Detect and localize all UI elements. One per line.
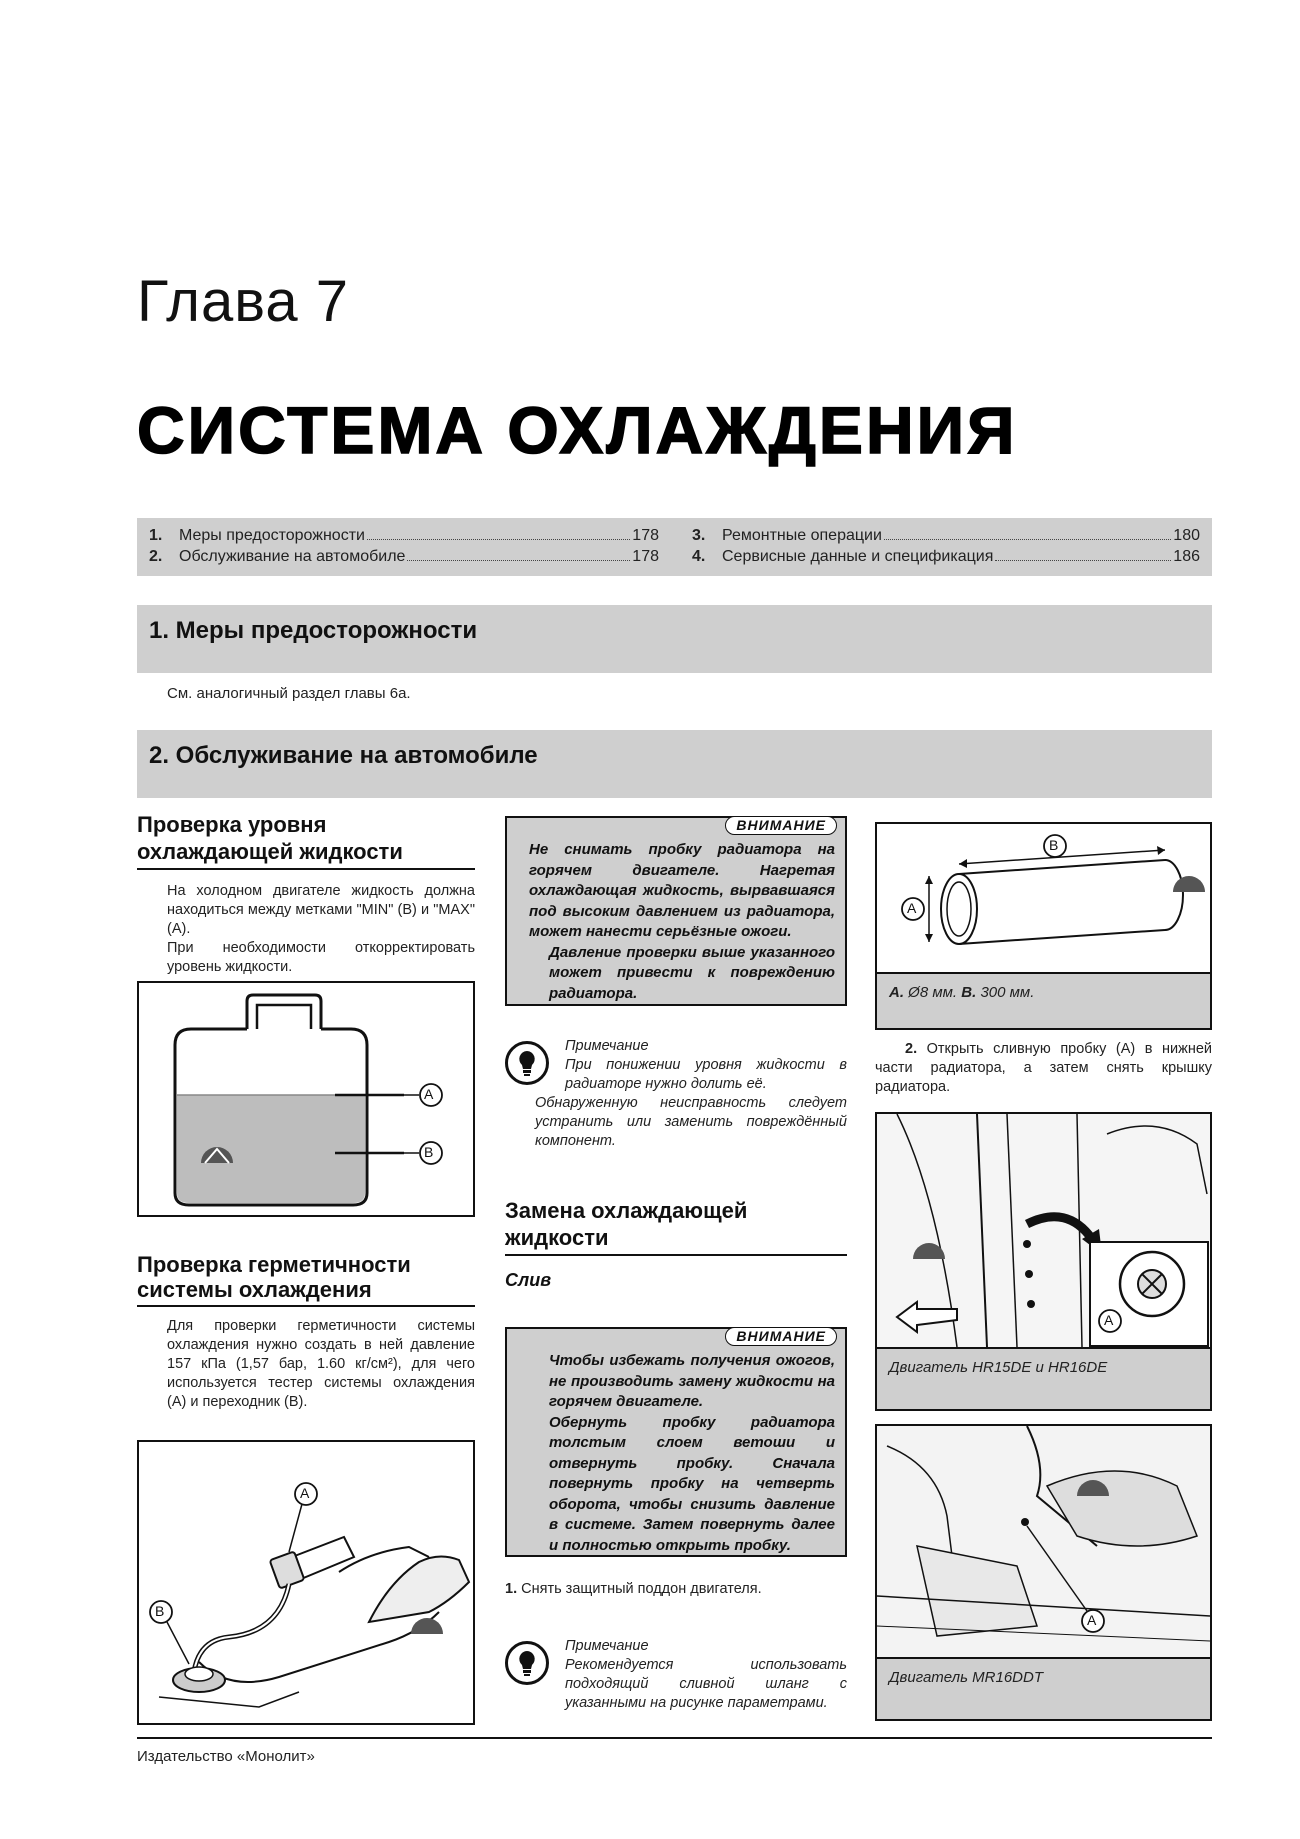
toc-num: 4. [692, 548, 706, 565]
toc-num: 2. [149, 548, 163, 565]
toc-page: 178 [632, 527, 659, 544]
fig-label-b: B [1049, 837, 1059, 853]
chapter-label: Глава 7 [137, 269, 350, 334]
table-of-contents [137, 518, 1212, 576]
note-text: При понижении уровня жидкости в радиаторе нужно долить её. [565, 1057, 847, 1092]
fig-label-a: A [1104, 1312, 1114, 1328]
caption-drain-hose [875, 972, 1212, 1030]
toc-label: Обслуживание на автомобиле [179, 548, 406, 565]
bulb-icon [505, 1641, 549, 1685]
figure-coolant-tank [137, 981, 475, 1217]
fig-label-b: B [155, 1603, 165, 1619]
caption-key: B. [961, 984, 977, 1001]
publisher-footer: Издательство «Монолит» [137, 1748, 315, 1765]
bulb-icon [505, 1041, 549, 1085]
figure-drain-hose [875, 822, 1212, 972]
fig-label-a: A [1087, 1612, 1097, 1628]
column-1 [137, 811, 475, 977]
column-2-heading [505, 1197, 847, 1291]
warning-text: Давление проверки выше указанного может привести к повреждению радиатора. [549, 943, 835, 1002]
warning-badge: ВНИМАНИЕ [725, 1327, 837, 1346]
toc-leader [884, 539, 1171, 540]
toc-leader [995, 560, 1171, 561]
radiator-illustration [877, 1114, 1210, 1347]
note-text [505, 1656, 847, 1713]
heading-coolant-level: Проверка уровня охлаждающей жидкости [137, 811, 475, 870]
step-1 [505, 1580, 847, 1599]
figure-pressure-tester [137, 1440, 475, 1725]
section-2-title: 2. Обслуживание на автомобиле [149, 742, 538, 769]
tank-illustration [139, 983, 473, 1215]
warning-box-1 [505, 816, 847, 1006]
step-text: Снять защитный поддон двигателя. [521, 1581, 762, 1597]
warning-badge: ВНИМАНИЕ [725, 816, 837, 835]
caption-engine-mr: Двигатель MR16DDT [875, 1659, 1212, 1721]
fig-label-a: A [424, 1086, 434, 1102]
note-2 [505, 1637, 847, 1713]
step-number: 1. [505, 1581, 518, 1597]
toc-label: Ремонтные операции [722, 527, 882, 544]
heading-pressure-test: Проверка герметичности системы охлаждения [137, 1252, 475, 1307]
figure-engine-mr [875, 1424, 1212, 1659]
toc-item-1[interactable] [149, 527, 659, 545]
note-text-body: Рекомендуется использовать подходящий сливной шланг с указанными на рисунке параметрами. [565, 1657, 847, 1711]
toc-num: 3. [692, 527, 706, 544]
toc-page: 180 [1173, 527, 1200, 544]
figure-radiator-drain [875, 1112, 1212, 1349]
toc-page: 178 [632, 548, 659, 565]
caption-key: A. [889, 984, 904, 1001]
step-2 [875, 1040, 1212, 1097]
paragraph [137, 882, 475, 977]
warning-box-2 [505, 1327, 847, 1557]
toc-leader [407, 560, 630, 561]
engine-illustration [877, 1426, 1210, 1657]
footer-divider [137, 1737, 1212, 1739]
section-1-body: См. аналогичный раздел главы 6а. [167, 685, 411, 702]
column-1-lower [137, 1252, 475, 1412]
caption-engine-hr: Двигатель HR15DE и HR16DE [875, 1349, 1212, 1411]
heading-coolant-replace: Замена охлаждающей жидкости [505, 1197, 847, 1256]
section-1-title: 1. Меры предосторожности [149, 617, 478, 644]
chapter-title: СИСТЕМА ОХЛАЖДЕНИЯ [137, 393, 1018, 467]
fig-label-a: A [907, 900, 917, 916]
section-1-header [137, 605, 1212, 673]
toc-leader [367, 539, 630, 540]
toc-item-4[interactable] [692, 548, 1200, 566]
paragraph [137, 1317, 475, 1412]
step-number: 2. [905, 1041, 918, 1057]
caption-value: 300 мм. [980, 984, 1035, 1001]
note-title: Примечание [565, 1638, 649, 1654]
paragraph-text: На холодном двигателе жидкость должна находиться между метками "MIN" (B) и "MAX" (A). [167, 883, 475, 937]
note-text: Обнаруженную неисправность следует устранить или заменить повреждённый компонент. [535, 1095, 847, 1149]
note-1 [505, 1037, 847, 1151]
section-2-header [137, 730, 1212, 798]
fig-label-a: A [300, 1485, 310, 1501]
step-text: Открыть сливную пробку (A) в нижней части радиатора, а затем снять крышку радиатора. [875, 1041, 1212, 1095]
paragraph-text: Для проверки герметичности системы охлаждения нужно создать в ней давление 157 кПа (1,57 бар, 1.60 кг/см²), для чего используется тестер системы охлаждения (A) и переходник (B). [167, 1318, 475, 1410]
fig-label-b: B [424, 1144, 434, 1160]
hose-illustration [877, 824, 1210, 972]
toc-item-2[interactable] [149, 548, 659, 566]
toc-label: Меры предосторожности [179, 527, 365, 544]
warning-text: Обернуть пробку радиатора толстым слоем ветоши и отвернуть пробку. Сначала повернуть пробку на четверть оборота, чтобы снизить давление в системе. Затем повернуть далее и полностью открыть пробку. [549, 1413, 835, 1554]
warning-text: Не снимать пробку радиатора на горячем двигателе. Нагретая охлаждающая жидкость, вырвавшаяся под высоким давлением из радиатора, может нанести серьёзные ожоги. [529, 841, 835, 940]
toc-label: Сервисные данные и спецификация [722, 548, 994, 565]
warning-text: Чтобы избежать получения ожогов, не производить замену жидкости на горячем двигателе. [549, 1352, 835, 1410]
toc-page: 186 [1173, 548, 1200, 565]
toc-item-3[interactable] [692, 527, 1200, 545]
toc-num: 1. [149, 527, 163, 544]
caption-value: Ø8 мм. [908, 984, 958, 1001]
note-title: Примечание [565, 1038, 649, 1054]
paragraph-text: При необходимости откорректировать уровень жидкости. [167, 940, 475, 975]
subheading-drain: Слив [505, 1270, 552, 1290]
